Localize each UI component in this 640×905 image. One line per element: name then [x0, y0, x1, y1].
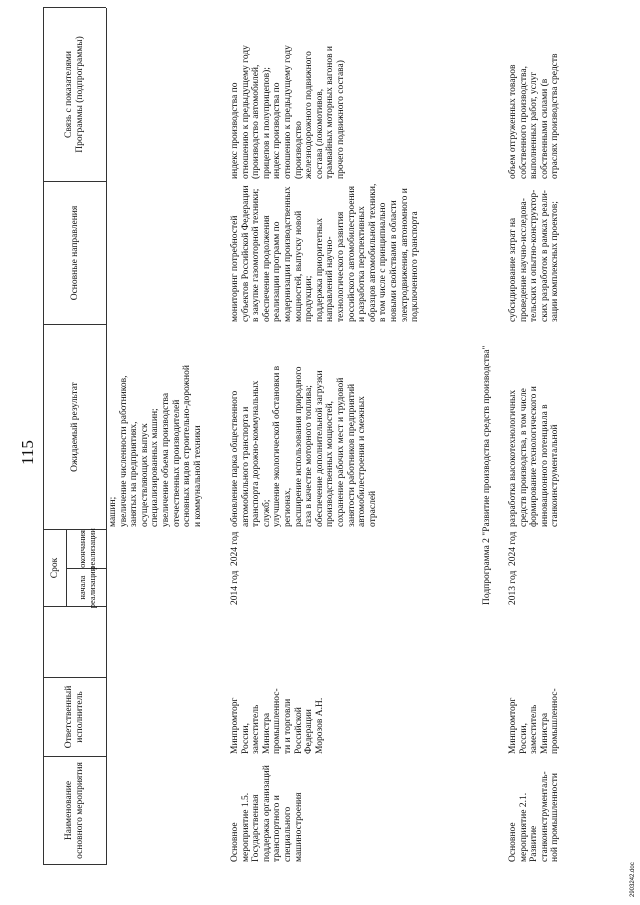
row-1-5-name: Основное мероприятие 1.5. Государственная поддержка организаций транспортного и специального машиностроения: [230, 765, 304, 862]
col-border: [43, 864, 106, 865]
header-result: Ожидаемый результат: [69, 382, 80, 472]
col-border: [43, 606, 106, 607]
row-1-5-directions: мониторинг потребностей субъектов Российской Федерации в закупке газомоторной техники; обеспечение продолжения реализации программ по модернизации производственных мощностей, выпуску новой продукции; поддержка приоритетных направлений научно- технологического развития российского автомобилестроения и разработка перспективных образцов автомобильной техники, в том числе с принципиально новыми свойствами в области электродвижения, автономного и подключенного транспорта: [230, 183, 421, 322]
row-2-1-indicators: объем отгруженных товаров собственного производства, выполненных работ, услуг собственными силами (в отраслях производства средств: [508, 53, 561, 179]
header-indicators: Связь с показателями Программы (подпрограммы): [64, 36, 85, 153]
row-1-5-responsible: Минпромторг России, заместитель Министра промышленнос- ти и торговли Российской Федерации Морозов А.Н.: [230, 688, 325, 754]
header-directions: Основные направления: [69, 205, 80, 301]
row-2-1-name: Основное мероприятие 2.1. Развитие станкоинструменталь- ной промышленности: [508, 771, 561, 862]
row-2-1-responsible: Минпромторг России, заместитель Министра промышленнос-: [508, 688, 561, 754]
row-1-5-indicators: индекс производства по отношению к предыдущему году (производство автомобилей, прицепов и полуприцепов); индекс производства по отношению к предыдущему году (производство железнодорожного подвижного состава (локомотивов, трамвайных моторных вагонов и прочего подвижного состава): [230, 45, 346, 179]
row-continuation-result: машин; увеличение численности работников, занятых на предприятиях, осуществляющих выпуск специализированных машин; увеличение объема производства отечественных производителей основных видов строительно-дорожной и коммунальной техники: [108, 365, 203, 527]
row-1-5-end: 2024 год: [230, 531, 240, 566]
row-2-1-start: 2013 год: [508, 570, 518, 605]
row-2-1-result: разработка высокотехнологичных средств производства, в том числе формирование технологического и инновационного потенциала в станкоинструментальной: [508, 386, 561, 527]
header-term: Срок: [49, 557, 60, 579]
row-1-5-result: обновление парка общественного автомобильного транспорта и транспорта дорожно-коммунальных служб; улучшение экологической обстановки в регионах, расширение использования природного газа в качестве моторного топлива; обеспечение дополнительной загрузки производственных мощностей, сохранение рабочих мест и трудовой занятости работников предприятий автомобилестроения и смежных отраслей: [230, 365, 378, 527]
row-2-1-directions: субсидирование затрат на проведение научно-исследова- тельских и опытно-конструктор- ских разработок в рамках реали- зации комплексных проектов;: [508, 189, 561, 322]
subprogram-title: Подпрограмма 2 "Развитие производства средств производства": [482, 345, 492, 605]
header-bottom-border: [106, 8, 107, 865]
row-2-1-end: 2024 год: [508, 531, 518, 566]
footer-file-code: 2903242.doc: [630, 862, 636, 897]
header-start: начала реализации: [76, 566, 97, 609]
page-number: 115: [18, 440, 37, 465]
row-1-5-start: 2014 год: [230, 570, 240, 605]
header-end: окончания реализации: [76, 528, 97, 570]
header-name: Наименование основного мероприятия: [64, 762, 85, 859]
header-responsible: Ответственный исполнитель: [64, 685, 85, 749]
